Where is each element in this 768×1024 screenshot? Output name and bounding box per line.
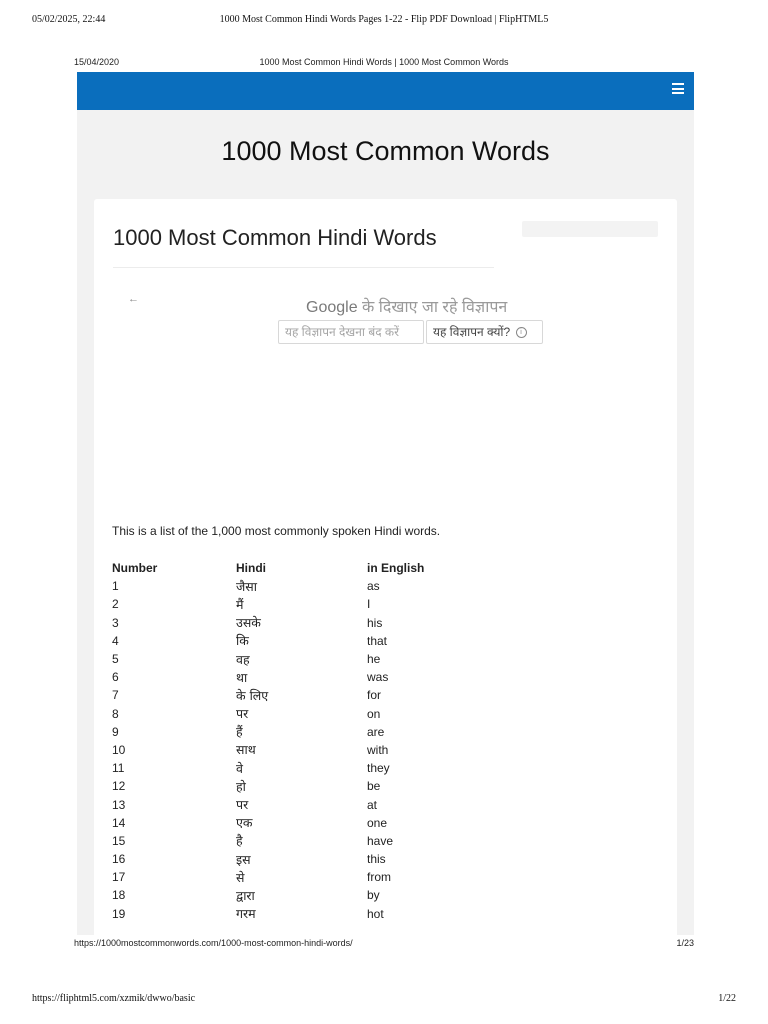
stop-seeing-ad-button[interactable]: यह विज्ञापन देखना बंद करें [278, 320, 424, 344]
table-row [112, 614, 487, 632]
table-row [112, 814, 487, 832]
sidebar-strip [677, 110, 694, 294]
row-english: one [367, 815, 388, 830]
row-hindi: हैं [236, 724, 243, 740]
intro-text: This is a list of the 1,000 most commonly spoken Hindi words. [112, 524, 441, 538]
row-hindi: के लिए [236, 687, 269, 703]
row-number: 5 [112, 652, 119, 667]
post-title: 1000 Most Common Hindi Words [113, 225, 437, 250]
word-table-body [112, 577, 487, 923]
row-number: 4 [112, 633, 119, 648]
row-number: 14 [112, 815, 126, 830]
table-row [112, 632, 487, 650]
row-english: his [367, 615, 383, 630]
row-english: he [367, 652, 381, 667]
row-number: 3 [112, 615, 119, 630]
row-hindi: इस [236, 851, 251, 867]
row-hindi: एक [236, 815, 253, 831]
table-row [112, 905, 487, 923]
row-number: 7 [112, 688, 119, 703]
row-hindi: मैं [236, 596, 244, 612]
row-english: by [367, 888, 380, 903]
site-title: 1000 Most Common Words [221, 136, 550, 166]
row-number: 12 [112, 779, 126, 794]
table-row [112, 723, 487, 741]
table-header-row [112, 559, 487, 577]
ad-back-arrow-icon[interactable]: ← [128, 293, 139, 305]
table-row [112, 759, 487, 777]
row-english: are [367, 724, 385, 739]
row-hindi: साथ [236, 742, 256, 758]
table-row [112, 886, 487, 904]
header-number: Number [112, 561, 158, 576]
table-row [112, 741, 487, 759]
table-row [112, 705, 487, 723]
print-datetime: 05/02/2025, 22:44 [32, 14, 106, 25]
row-english: for [367, 688, 382, 703]
row-number: 9 [112, 724, 119, 739]
why-this-ad-button[interactable] [426, 320, 543, 344]
row-english: on [367, 706, 381, 721]
print-footer-page: 1/22 [718, 993, 736, 1004]
row-english: that [367, 633, 388, 648]
header-english: in English [367, 561, 425, 576]
table-row [112, 686, 487, 704]
info-icon: i [516, 327, 527, 338]
row-number: 11 [112, 761, 125, 776]
why-this-ad-label: यह विज्ञापन क्यों? [433, 325, 511, 339]
ad-shown-by-google [306, 295, 507, 317]
table-row [112, 668, 487, 686]
table-row [112, 832, 487, 850]
title-divider [113, 267, 494, 268]
row-english: hot [367, 906, 384, 921]
row-hindi: से [236, 869, 245, 885]
row-number: 10 [112, 742, 126, 757]
header-hindi: Hindi [236, 561, 266, 576]
ad-shown-by-text: के दिखाए जा रहे विज्ञापन [362, 299, 508, 316]
row-english: as [367, 579, 380, 594]
table-row [112, 595, 487, 613]
row-english: from [367, 870, 391, 885]
sidebar-strip [677, 508, 694, 935]
row-hindi: जैसा [236, 578, 257, 594]
row-hindi: वे [236, 760, 243, 776]
row-number: 1 [112, 579, 119, 594]
row-number: 6 [112, 670, 119, 685]
row-english: they [367, 761, 390, 776]
row-hindi: गरम [236, 906, 256, 922]
print-title: 1000 Most Common Hindi Words Pages 1-22 - Flip PDF Download | FlipHTML5 [219, 14, 549, 25]
row-hindi: पर [236, 706, 249, 722]
inner-title: 1000 Most Common Hindi Words | 1000 Most Common Words [259, 57, 509, 67]
row-hindi: है [236, 833, 243, 849]
google-wordmark: Google [306, 299, 358, 316]
inner-date: 15/04/2020 [74, 57, 120, 67]
table-row [112, 577, 487, 595]
row-english: was [367, 670, 389, 685]
row-number: 13 [112, 797, 126, 812]
table-row [112, 850, 487, 868]
row-english: have [367, 833, 394, 848]
row-number: 16 [112, 852, 126, 867]
table-row [112, 795, 487, 813]
print-footer-url: https://fliphtml5.com/xzmik/dwwo/basic [32, 993, 196, 1004]
row-english: I [367, 597, 371, 612]
site-navbar [77, 72, 694, 110]
inner-footer-url: https://1000mostcommonwords.com/1000-most-common-hindi-words/ [74, 938, 353, 948]
row-english: this [367, 852, 386, 867]
row-hindi: उसके [236, 615, 261, 631]
row-number: 8 [112, 706, 119, 721]
row-number: 18 [112, 888, 126, 903]
row-english: at [367, 797, 378, 812]
table-row [112, 868, 487, 886]
row-hindi: द्वारा [236, 887, 255, 903]
inner-footer-page: 1/23 [676, 938, 694, 948]
row-number: 2 [112, 597, 119, 612]
row-number: 17 [112, 870, 126, 885]
row-english: with [367, 742, 389, 757]
row-hindi: था [236, 669, 248, 685]
row-hindi: कि [236, 633, 249, 649]
row-number: 19 [112, 906, 126, 921]
row-hindi: पर [236, 797, 249, 813]
sidebar-placeholder-bar [522, 221, 658, 237]
table-row [112, 777, 487, 795]
row-number: 15 [112, 833, 126, 848]
row-hindi: वह [236, 651, 250, 667]
table-row [112, 650, 487, 668]
word-table [112, 559, 487, 923]
hamburger-menu-icon[interactable] [672, 83, 684, 94]
row-english: be [367, 779, 381, 794]
row-hindi: हो [236, 778, 246, 794]
